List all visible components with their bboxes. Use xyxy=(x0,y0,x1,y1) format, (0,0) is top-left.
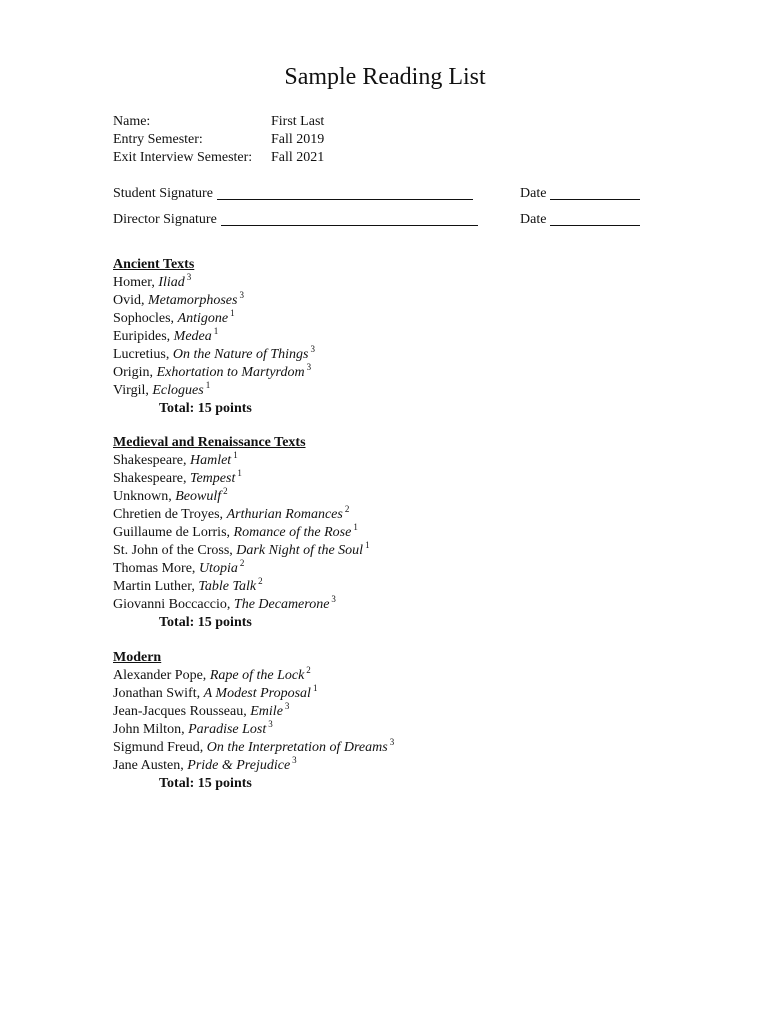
section-total: Total: 15 points xyxy=(159,615,252,630)
info-value: First Last xyxy=(271,114,325,129)
list-item: Shakespeare, Hamlet $^1$ xyxy=(113,450,238,468)
student-signature-field xyxy=(113,185,473,203)
list-item: Shakespeare, Tempest $^1$ xyxy=(113,468,242,486)
student-signature-label: Student Signature xyxy=(113,186,213,201)
list-item: Jean-Jacques Rousseau, Emile $^3$ xyxy=(113,701,290,719)
list-item: Ovid, Metamorphoses $^3$ xyxy=(113,290,244,308)
student-signature-line[interactable] xyxy=(217,185,473,200)
info-label: Name: xyxy=(113,114,151,129)
info-value: Fall 2021 xyxy=(271,150,325,165)
info-value: Fall 2019 xyxy=(271,132,325,147)
info-row-entry-semester xyxy=(113,131,324,149)
info-row-name xyxy=(113,113,324,131)
list-item: Jane Austen, Pride & Prejudice $^3$ xyxy=(113,755,297,773)
section-heading: Modern xyxy=(113,650,162,665)
list-item: Sophocles, Antigone $^1$ xyxy=(113,308,235,326)
director-signature-line[interactable] xyxy=(221,211,478,226)
list-item: Unknown, Beowulf $^2$ xyxy=(113,486,228,504)
director-date-field xyxy=(520,211,640,229)
student-date-label: Date xyxy=(520,186,547,201)
director-signature-field xyxy=(113,211,478,229)
list-item: Homer, Iliad $^3$ xyxy=(113,272,192,290)
section-heading: Ancient Texts xyxy=(113,257,195,272)
student-date-line[interactable] xyxy=(550,185,640,200)
info-row-exit-semester xyxy=(113,149,324,167)
director-signature-label: Director Signature xyxy=(113,212,217,227)
list-item: Martin Luther, Table Talk $^2$ xyxy=(113,576,263,594)
list-item: John Milton, Paradise Lost $^3$ xyxy=(113,719,273,737)
list-item: Virgil, Eclogues $^1$ xyxy=(113,380,211,398)
student-date-field xyxy=(520,185,640,203)
director-date-label: Date xyxy=(520,212,547,227)
director-date-line[interactable] xyxy=(550,211,640,226)
list-item: Chretien de Troyes, Arthurian Romances $^2$ xyxy=(113,504,350,522)
section-total: Total: 15 points xyxy=(159,401,252,416)
list-item: St. John of the Cross, Dark Night of the Soul $^1$ xyxy=(113,540,370,558)
info-label: Entry Semester: xyxy=(113,132,203,147)
list-item: Jonathan Swift, A Modest Proposal $^1$ xyxy=(113,683,318,701)
list-item: Euripides, Medea $^1$ xyxy=(113,326,219,344)
student-info xyxy=(113,113,324,167)
list-item: Origin, Exhortation to Martyrdom $^3$ xyxy=(113,362,312,380)
section-ancient-texts xyxy=(113,256,315,418)
info-label: Exit Interview Semester: xyxy=(113,150,253,165)
list-item: Guillaume de Lorris, Romance of the Rose $^1$ xyxy=(113,522,358,540)
page-title: Sample Reading List xyxy=(284,64,486,90)
list-item: Thomas More, Utopia $^2$ xyxy=(113,558,245,576)
list-item: Giovanni Boccaccio, The Decamerone $^3$ xyxy=(113,594,336,612)
list-item: Alexander Pope, Rape of the Lock $^2$ xyxy=(113,665,311,683)
section-heading: Medieval and Renaissance Texts xyxy=(113,435,306,450)
section-medieval-renaissance xyxy=(113,434,370,632)
list-item: Sigmund Freud, On the Interpretation of Dreams $^3$ xyxy=(113,737,395,755)
list-item: Lucretius, On the Nature of Things $^3$ xyxy=(113,344,315,362)
section-modern xyxy=(113,649,394,793)
section-total: Total: 15 points xyxy=(159,776,252,791)
